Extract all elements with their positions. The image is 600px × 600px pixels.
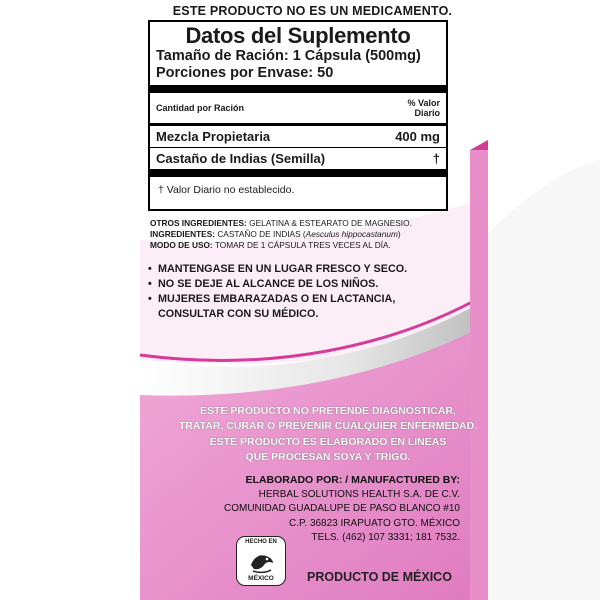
per-serving-label: Cantidad por Ración: [156, 103, 245, 113]
ingredient-name: Mezcla Propietaria: [156, 129, 271, 144]
warning-item: • MANTENGASE EN UN LUGAR FRESCO Y SECO.: [148, 263, 408, 275]
other-ingredients: OTROS INGREDIENTES: GELATINA & ESTEARATO DE MAGNESIO.: [150, 218, 412, 228]
facts-footnote: † Valor Diario no establecido.: [158, 184, 295, 196]
ingredient-amount: †: [432, 151, 440, 166]
ingredients-block: [150, 218, 470, 251]
facts-title: Datos del Suplemento: [185, 23, 411, 48]
thick-divider: [150, 85, 446, 93]
notice-line: ESTE PRODUCTO NO PRETENDE DIAGNOSTICAR,: [200, 405, 456, 417]
warning-item-continuation: CONSULTAR CON SU MÉDICO.: [158, 308, 319, 320]
top-disclaimer: ESTE PRODUCTO NO ES UN MEDICAMENTO.: [172, 4, 453, 18]
warning-item: • NO SE DEJE AL ALCANCE DE LOS NIÑOS.: [148, 278, 379, 290]
manufacturer-block: [200, 473, 460, 546]
badge-top-text: HECHO EN: [245, 539, 277, 545]
ingredient-name: Castaño de Indias (Semilla): [156, 151, 326, 166]
bullet-icon: •: [148, 293, 152, 305]
usage-line: MODO DE USO: TOMAR DE 1 CÁPSULA TRES VECES AL DÍA.: [150, 240, 391, 250]
warnings-list: [148, 262, 468, 322]
serving-size: Tamaño de Ración: 1 Cápsula (500mg): [156, 48, 421, 64]
legal-notice: [168, 404, 488, 465]
ingredients-line: INGREDIENTES: CASTAÑO DE INDIAS (Aesculus hippocastanum): [150, 229, 401, 239]
manufacturer-title: ELABORADO POR: / MANUFACTURED BY:: [245, 474, 460, 486]
ingredient-amount: 400 mg: [395, 129, 440, 144]
manufacturer-line: C.P. 36823 IRAPUATO GTO. MÉXICO: [289, 517, 460, 529]
notice-line: TRATAR, CURAR O PREVENIR CUALQUIER ENFERMEDAD.: [178, 420, 478, 433]
manufacturer-line: COMUNIDAD GUADALUPE DE PASO BLANCO #10: [224, 503, 460, 514]
bullet-icon: •: [148, 278, 152, 290]
hecho-en-mexico-badge: [236, 536, 286, 586]
thick-divider: [150, 169, 446, 177]
badge-bottom-text: MÉXICO: [248, 575, 274, 582]
manufacturer-line: TELS. (462) 107 3331; 181 7532.: [311, 532, 460, 543]
notice-line: QUE PROCESAN SOYA Y TRIGO.: [245, 450, 411, 463]
facts-row: [150, 126, 446, 147]
label-panel: [140, 0, 485, 600]
warning-item: • MUJERES EMBARAZADAS O EN LACTANCIA,: [148, 293, 396, 305]
daily-value-label: % Valor Diario: [407, 98, 440, 118]
supplement-facts-box: [148, 20, 448, 211]
facts-header-row: [150, 93, 446, 123]
notice-line: ESTE PRODUCTO ES ELABORADO EN LINEAS: [209, 435, 447, 448]
facts-row: [150, 148, 446, 169]
servings-per-container: Porciones por Envase: 50: [156, 65, 334, 81]
manufacturer-line: HERBAL SOLUTIONS HEALTH S.A. DE C.V.: [258, 488, 460, 500]
product-origin: PRODUCTO DE MÉXICO: [307, 570, 452, 584]
bullet-icon: •: [148, 263, 152, 275]
eagle-emblem-icon: [248, 549, 276, 575]
